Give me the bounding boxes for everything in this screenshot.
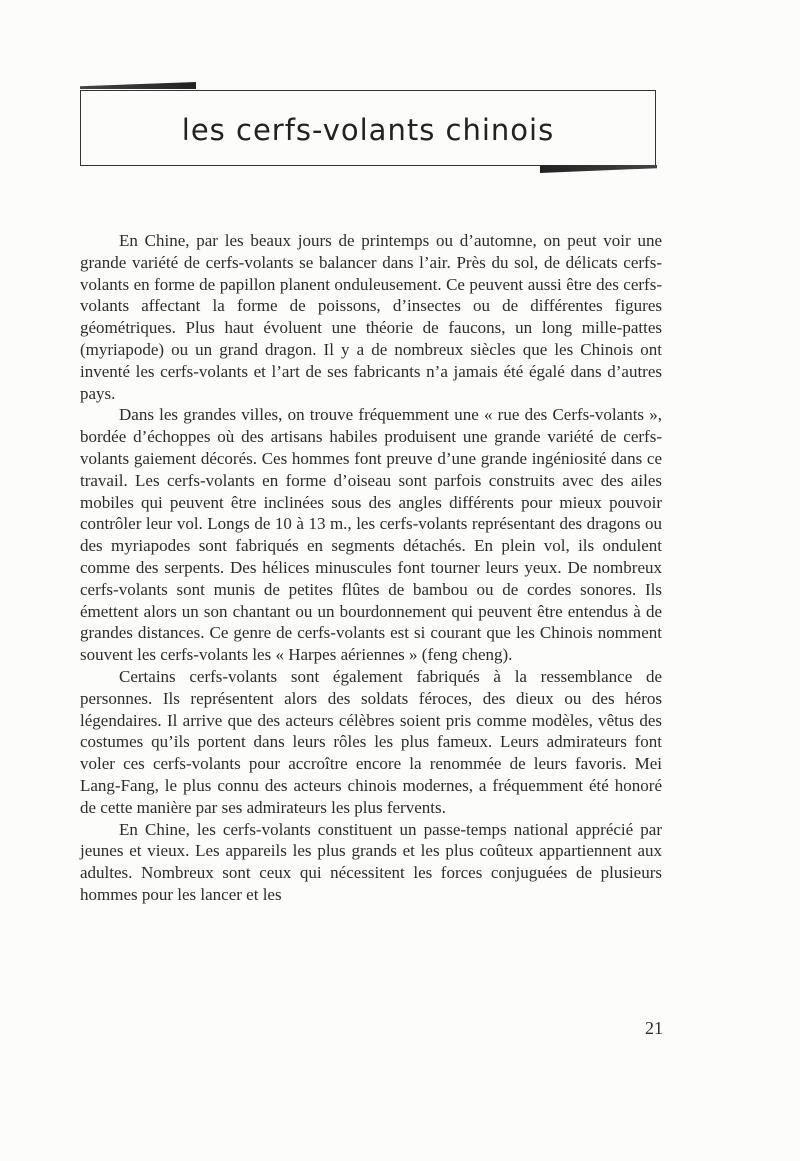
title-decoration-top (80, 82, 196, 89)
title-decoration-bottom (540, 165, 657, 173)
paragraph-1: En Chine, par les beaux jours de printemps ou d’automne, on peut voir une grande variété de cerfs-volants se balancer dans l’air. Près du sol, de délicats cerfs-volants en forme de papillon planent onduleusement. Ce peuvent aussi être des cerfs-volants affectant la forme de poissons, d’insectes ou de différentes figures géométriques. Plus haut évoluent une théorie de faucons, un long mille-pattes (myriapode) ou un grand dragon. Il y a de nombreux siècles que les Chinois ont inventé les cerfs-volants et l’art de ses fabricants n’a jamais été égalé dans d’autres pays. (80, 231, 662, 403)
article-body (80, 230, 662, 906)
paragraph-3: Certains cerfs-volants sont également fabriqués à la ressemblance de personnes. Ils représentent alors des soldats féroces, des dieux ou des héros légendaires. Il arrive que des acteurs célèbres soient pris comme modèles, vêtus des costumes qu’ils portent dans leurs rôles les plus fameux. Leurs admirateurs font voler ces cerfs-volants pour accroître encore la renommée de leurs favoris. Mei Lang-Fang, le plus connu des acteurs chinois modernes, a fréquemment été honoré de cette manière par ses admirateurs les plus fervents. (80, 666, 662, 817)
page-number: 21 (645, 1018, 663, 1038)
page-title: les cerfs-volants chinois (181, 113, 555, 147)
paragraph-2: Dans les grandes villes, on trouve fréquemment une « rue des Cerfs-volants », bordée d’échoppes où des artisans habiles produisent une grande variété de cerfs-volants gaiement décorés. Ces hommes font preuve d’une grande ingéniosité dans ce travail. Les cerfs-volants en forme d’oiseau sont parfois construits avec des ailes mobiles qui peuvent être inclinées sous des angles différents pour mieux pouvoir contrôler leur vol. Longs de 10 à 13 m., les cerfs-volants représentant des dragons ou des myriapodes sont fabriqués en segments détachés. En plein vol, ils ondulent comme des serpents. Des hélices minuscules font tourner leurs yeux. De nombreux cerfs-volants sont munis de petites flûtes de bambou ou de cordes sonores. Ils émettent alors un son chantant ou un bourdonnement qui peuvent être entendus à de grandes distances. Ce genre de cerfs-volants est si courant que les Chinois nomment souvent les cerfs-volants les « Harpes aériennes » (feng cheng). (80, 405, 662, 665)
title-box (80, 90, 656, 166)
paragraph-4: En Chine, les cerfs-volants constituent un passe-temps national apprécié par jeunes et vieux. Les appareils les plus grands et les plus coûteux appartiennent aux adultes. Nombreux sont ceux qui nécessitent les forces conjuguées de plusieurs hommes pour les lancer et les (80, 819, 662, 904)
